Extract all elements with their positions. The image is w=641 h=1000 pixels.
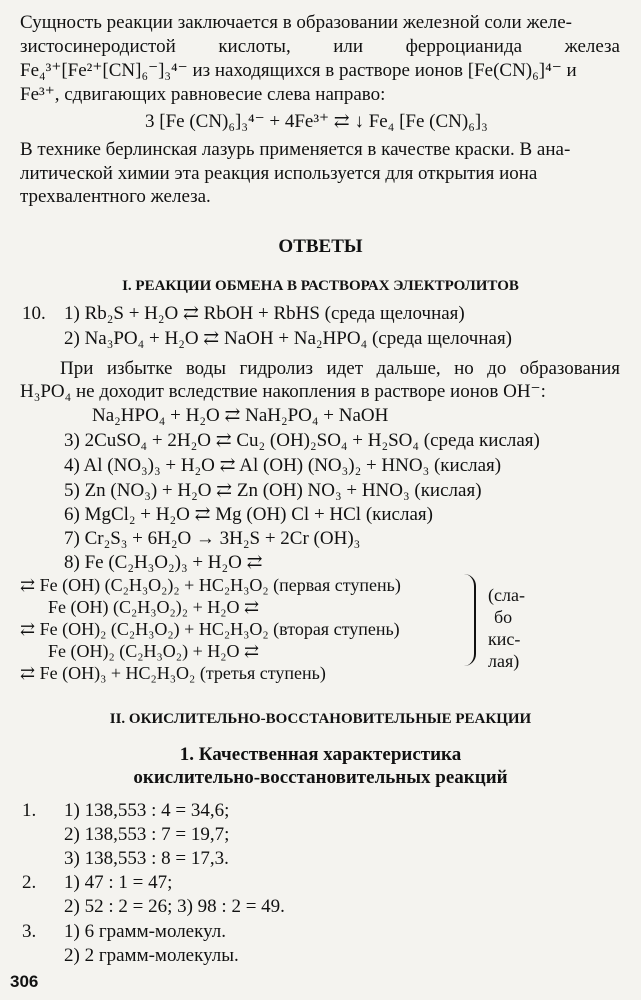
answer-2-line-1: 1) 47 : 1 = 47; (64, 872, 173, 893)
bracket-note-1: (сла- (488, 585, 525, 605)
answer-1-line-2: 2) 138,553 : 7 = 19,7; (64, 824, 230, 845)
s1-item8-line-3: ⇄ Fe (OH)₂ (C₂H₃O₂) + HC₂H₃O₂ (вторая ступень) (20, 619, 400, 639)
s1-item-2: 2) Na₃PO₄ + H₂O ⇄ NaOH + Na₂HPO₄ (среда щелочная) (64, 328, 513, 349)
intro-line-5: В технике берлинская лазурь применяется в качестве краски. В ана- (20, 139, 571, 160)
problem-number-10: 10. (22, 303, 46, 324)
s1-item-8: 8) Fe (C₂H₃O₂)₃ + H₂O ⇄ (64, 552, 263, 573)
answer-3-line-1: 1) 6 грамм-молекул. (64, 921, 226, 942)
s1-item8-line-2: Fe (OH) (C₂H₃O₂)₂ + H₂O ⇄ (48, 597, 260, 617)
page-number: 306 (10, 972, 39, 991)
section2-subtitle-1: 1. Качественная характеристика (179, 744, 462, 765)
intro-line-3: Fe₄³⁺[Fe²⁺[CN]₆⁻]₃⁴⁻ из находящихся в растворе ионов [Fe(CN)₆]⁴⁻ и (20, 60, 577, 81)
answer-3-line-2: 2) 2 грамм-молекулы. (64, 945, 239, 966)
s1-item-3: 3) 2CuSO₄ + 2H₂O ⇄ Cu₂ (OH)₂SO₄ + H₂SO₄ (среда кислая) (64, 430, 540, 451)
s1-note-2: H₃PO₄ не доходит вследствие накопления в растворе ионов OH⁻: (20, 381, 546, 402)
intro-line-1: Сущность реакции заключается в образовании железной соли желе- (20, 12, 573, 33)
s1-item-1: 1) Rb₂S + H₂O ⇄ RbOH + RbHS (среда щелочная) (64, 303, 465, 324)
answer-1-line-1: 1) 138,553 : 4 = 34,6; (64, 800, 230, 821)
answer-2-line-2: 2) 52 : 2 = 26; 3) 98 : 2 = 49. (64, 896, 285, 917)
intro-line-2: зистосинеродистой кислоты, или ферроцианида железа (20, 36, 620, 57)
s1-item-6: 6) MgCl₂ + H₂O ⇄ Mg (OH) Cl + HCl (кислая) (64, 504, 433, 525)
s1-item-4: 4) Al (NO₃)₃ + H₂O ⇄ Al (OH) (NO₃)₂ + HNO₃ (кислая) (64, 455, 502, 476)
section2-subtitle-2: окислительно-восстановительных реакций (133, 767, 508, 788)
intro-equation: 3 [Fe (CN)₆]₃⁴⁻ + 4Fe³⁺ ⇄ ↓ Fe₄ [Fe (CN)₆]₃ (145, 111, 488, 132)
answer-number-2: 2. (22, 872, 37, 893)
intro-line-6: литической химии эта реакция используется для открытия иона (20, 163, 538, 184)
bracket-note-3: кис- (488, 629, 521, 649)
section2-title: II. ОКИСЛИТЕЛЬНО-ВОССТАНОВИТЕЛЬНЫЕ РЕАКЦИИ (109, 711, 532, 727)
answers-title: ОТВЕТЫ (278, 236, 363, 257)
intro-line-7: трехвалентного железа. (20, 186, 211, 207)
s1-item8-line-5: ⇄ Fe (OH)₃ + HC₂H₃O₂ (третья ступень) (20, 663, 326, 683)
s1-item8-line-1: ⇄ Fe (OH) (C₂H₃O₂)₂ + HC₂H₃O₂ (первая ступень) (20, 575, 401, 595)
answer-number-3: 3. (22, 921, 37, 942)
s1-item-5: 5) Zn (NO₃) + H₂O ⇄ Zn (OH) NO₃ + HNO₃ (кислая) (64, 480, 482, 501)
answer-1-line-3: 3) 138,553 : 8 = 17,3. (64, 848, 229, 869)
bracket-note-4: лая) (488, 651, 520, 671)
curly-brace (460, 574, 476, 666)
bracket-note-2: бо (494, 607, 513, 627)
section1-title: I. РЕАКЦИИ ОБМЕНА В РАСТВОРАХ ЭЛЕКТРОЛИТОВ (122, 278, 519, 294)
answer-number-1: 1. (22, 800, 37, 821)
s1-note-1: При избытке воды гидролиз идет дальше, но до образования (60, 358, 620, 379)
s1-note-equation: Na₂HPO₄ + H₂O ⇄ NaH₂PO₄ + NaOH (92, 405, 389, 426)
s1-item-7: 7) Cr₂S₃ + 6H₂O → 3H₂S + 2Cr (OH)₃ (64, 528, 361, 549)
s1-item8-line-4: Fe (OH)₂ (C₂H₃O₂) + H₂O ⇄ (48, 641, 260, 661)
intro-line-4: Fe³⁺, сдвигающих равновесие слева направо: (20, 84, 386, 105)
